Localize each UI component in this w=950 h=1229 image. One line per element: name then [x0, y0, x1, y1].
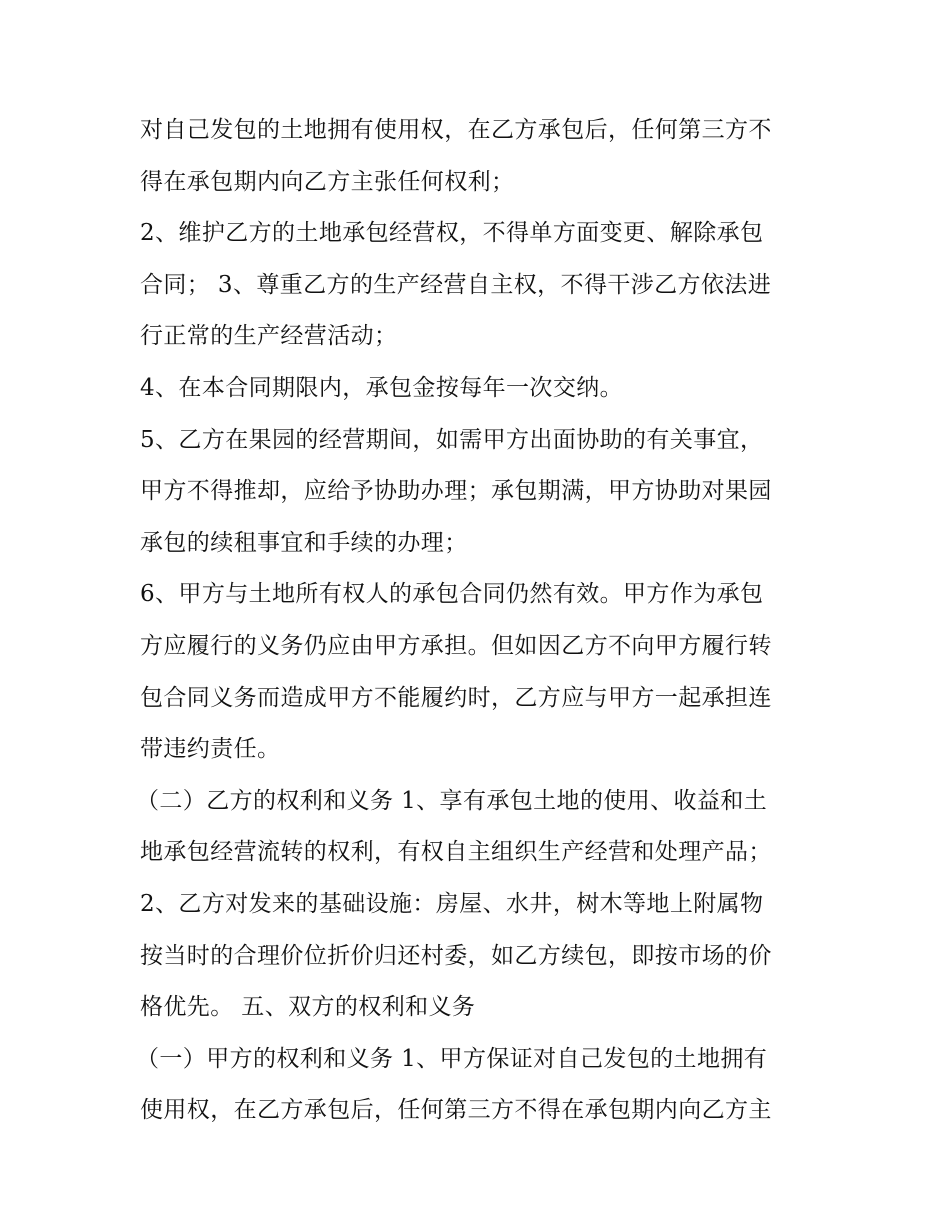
text-line: 使用权，在乙方承包后，任何第三方不得在承包期内向乙方主 [140, 1097, 772, 1124]
text-line: 承包的续租事宜和手续的办理； [140, 529, 468, 556]
text-line: 5、乙方在果园的经营期间，如需甲方出面协助的有关事宜， [140, 426, 764, 453]
text-line: 包合同义务而造成甲方不能履约时，乙方应与甲方一起承担连 [140, 684, 772, 711]
text-line: 对自己发包的土地拥有使用权，在乙方承包后，任何第三方不 [140, 117, 772, 143]
text-line: 得在承包期内向乙方主张任何权利； [140, 168, 515, 195]
text-line: 甲方不得推却，应给予协助办理；承包期满，甲方协助对果园 [140, 478, 772, 505]
text-line: 2、维护乙方的土地承包经营权，不得单方面变更、解除承包 [140, 220, 764, 247]
document-body [136, 105, 820, 1137]
text-line: 4、在本合同期限内，承包金按每年一次交纳。 [140, 374, 624, 401]
text-line: 方应履行的义务仍应由甲方承担。但如因乙方不向甲方履行转 [140, 632, 772, 659]
section-heading-line: （二）乙方的权利和义务 1、享有承包土地的使用、收益和土 [136, 787, 768, 814]
section-heading-line: （一）甲方的权利和义务 1、甲方保证对自己发包的土地拥有 [136, 1045, 768, 1072]
text-line: 按当时的合理价位折价归还村委，如乙方续包，即按市场的价 [140, 942, 772, 969]
text-line: 2、乙方对发来的基础设施：房屋、水井，树木等地上附属物 [140, 890, 764, 917]
text-line: 格优先。 五、双方的权利和义务 [140, 994, 476, 1021]
text-line: 合同； 3、尊重乙方的生产经营自主权，不得干涉乙方依法进 [140, 271, 772, 298]
text-line: 行正常的生产经营活动； [140, 323, 398, 350]
text-line: 6、甲方与土地所有权人的承包合同仍然有效。甲方作为承包 [140, 581, 764, 608]
text-line: 地承包经营流转的权利，有权自主组织生产经营和处理产品； [140, 839, 772, 866]
text-line: 带违约责任。 [140, 736, 281, 763]
